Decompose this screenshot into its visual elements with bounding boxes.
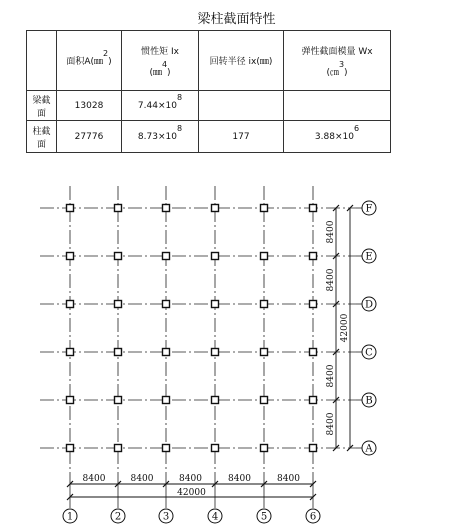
axis-label-column: 5 xyxy=(260,511,268,523)
dimension-total-label: 42000 xyxy=(177,488,206,498)
column-marker xyxy=(115,349,122,356)
column-marker xyxy=(310,253,317,260)
row-inertia: 8.73×108 xyxy=(122,121,199,153)
column-marker xyxy=(310,397,317,404)
axis-label-row: D xyxy=(364,299,374,311)
column-marker xyxy=(212,301,219,308)
column-marker xyxy=(261,349,268,356)
row-area: 13028 xyxy=(57,91,122,121)
dimension-label: 8400 xyxy=(277,474,300,484)
column-marker xyxy=(212,253,219,260)
axis-label-row: C xyxy=(365,347,373,359)
header-modulus-label: 弹性截面模量 Wx xyxy=(301,46,373,57)
row-inertia: 7.44×108 xyxy=(122,91,199,121)
header-area: 面积A(㎜2) xyxy=(57,31,122,91)
axis-label-column: 1 xyxy=(66,511,74,523)
header-inertia: 惯性矩 Ix (㎜4) xyxy=(122,31,199,91)
header-modulus: 弹性截面模量 Wx (㎝3) xyxy=(284,31,391,91)
axis-label-row: F xyxy=(365,203,373,215)
column-marker xyxy=(163,349,170,356)
axis-label-row: E xyxy=(365,251,373,263)
dimension-label: 8400 xyxy=(82,474,106,484)
header-modulus-sup: 3 xyxy=(338,59,345,69)
header-inertia-sup: 4 xyxy=(161,59,168,69)
dimension-label: 8400 xyxy=(326,220,336,244)
column-marker xyxy=(310,301,317,308)
row-name: 梁截 面 xyxy=(27,91,57,121)
dimension-label: 8400 xyxy=(326,364,336,388)
axis-label-column: 4 xyxy=(211,511,219,523)
column-marker xyxy=(163,205,170,212)
column-marker xyxy=(67,253,74,260)
column-marker xyxy=(163,253,170,260)
dimension-label: 8400 xyxy=(179,474,202,484)
dimension-label: 8400 xyxy=(228,474,251,484)
column-marker xyxy=(115,301,122,308)
header-area-label: 面积A(㎜ xyxy=(66,57,104,67)
row-radius: 177 xyxy=(199,121,284,153)
header-modulus-unit: (㎝ xyxy=(326,67,339,78)
header-radius-label: 回转半径 ix(㎜) xyxy=(209,57,273,67)
header-area-sup: 2 xyxy=(103,49,109,58)
column-marker xyxy=(261,205,268,212)
column-marker xyxy=(212,205,219,212)
header-inertia-unit: (㎜ xyxy=(149,67,162,78)
column-marker xyxy=(310,205,317,212)
column-marker xyxy=(261,445,268,452)
axis-label-column: 6 xyxy=(309,511,317,523)
column-marker xyxy=(310,349,317,356)
row-area: 27776 xyxy=(57,121,122,153)
column-marker xyxy=(310,445,317,452)
column-marker xyxy=(67,397,74,404)
dimension-total-label: 42000 xyxy=(340,313,350,343)
column-marker xyxy=(212,349,219,356)
dimension-label: 8400 xyxy=(326,268,336,292)
column-marker xyxy=(261,301,268,308)
column-marker xyxy=(261,253,268,260)
column-marker xyxy=(115,397,122,404)
axis-label-column: 2 xyxy=(114,511,122,523)
header-inertia-label: 惯性矩 Ix xyxy=(141,46,179,57)
dimension-label: 8400 xyxy=(130,474,154,484)
axis-label-column: 3 xyxy=(162,511,170,523)
column-marker xyxy=(115,205,122,212)
column-marker xyxy=(67,205,74,212)
column-marker xyxy=(115,253,122,260)
table-title: 梁柱截面特性 xyxy=(197,12,276,27)
column-marker xyxy=(67,445,74,452)
row-modulus: 3.88×106 xyxy=(284,121,391,153)
column-marker xyxy=(261,397,268,404)
column-marker xyxy=(163,445,170,452)
dimension-label: 8400 xyxy=(326,412,336,436)
axis-label-row: B xyxy=(365,395,373,407)
column-marker xyxy=(163,397,170,404)
column-marker xyxy=(212,445,219,452)
column-marker xyxy=(115,445,122,452)
column-marker xyxy=(67,301,74,308)
axis-label-row: A xyxy=(365,443,373,455)
column-marker xyxy=(67,349,74,356)
column-marker xyxy=(212,397,219,404)
row-name: 柱截 面 xyxy=(27,121,57,153)
column-marker xyxy=(163,301,170,308)
